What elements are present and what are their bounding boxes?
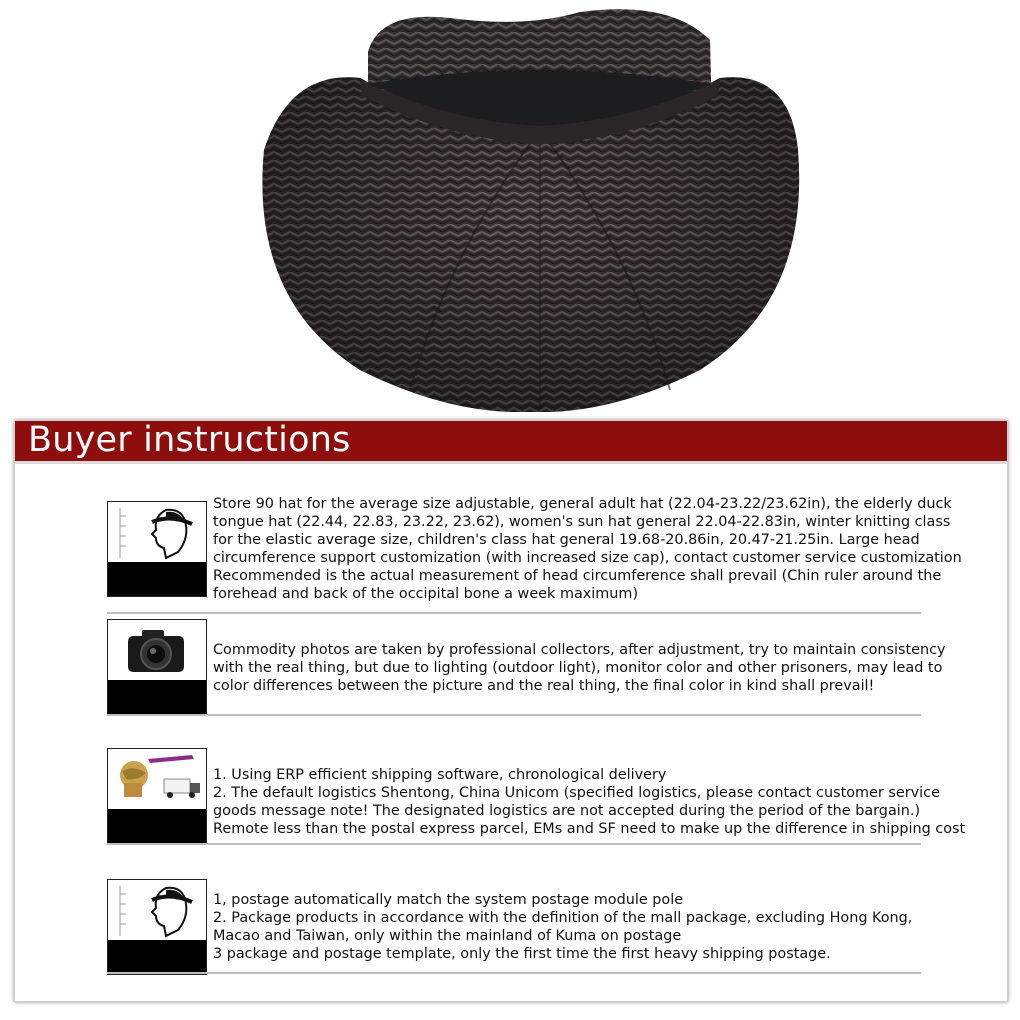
head-measurement-icon bbox=[107, 501, 207, 597]
title-banner bbox=[15, 421, 1007, 461]
photos-text: Commodity photos are taken by professional collectors, after adjustment, try to maintain consistency with the real thing, but due to lighting (outdoor light), monitor color and other prisoners, may lead to color differences between the picture and the real thing, the final color in kind shall prevail! bbox=[213, 642, 946, 694]
divider bbox=[107, 843, 921, 845]
product-photo bbox=[250, 0, 800, 412]
divider bbox=[15, 461, 1007, 464]
panel-title: Buyer instructions bbox=[28, 420, 351, 460]
divider bbox=[107, 714, 921, 716]
postage-text: 1, postage automatically match the system postage module pole 2. Package products in accordance with the definition of the mall package, excluding Hong Kong, Macao and Taiwan, only within the mainland of Kuma on postage 3 package and postage template, only the first time the first heavy shipping postage. bbox=[213, 892, 913, 962]
divider bbox=[107, 972, 921, 974]
divider bbox=[107, 612, 921, 614]
camera-icon bbox=[107, 619, 207, 715]
sizing-text: Store 90 hat for the average size adjustable, general adult hat (22.04-23.22/23.62in), the elderly duck tongue hat (22.44, 22.83, 23.22, 23.62), women's sun hat general 22.04-22.83in, winter knitting class for the elastic average size, children's class hat general 19.68-20.86in, 20.47-21.25in. Large head circumference support customization (with increased size cap), contact customer service customization Recommended is the actual measurement of head circumference shall prevail (Chin ruler around the forehead and back of the occipital bone a week maximum) bbox=[213, 496, 962, 602]
shipping-icon bbox=[107, 748, 207, 844]
head-measurement-icon bbox=[107, 879, 207, 975]
newsboy-cap-image bbox=[250, 0, 800, 412]
logistics-text: 1. Using ERP efficient shipping software, chronological delivery 2. The default logistics Shentong, China Unicom (specified logistics, please contact customer service goods message note! The designated logistics are not accepted during the period of the bargain.) Remote less than the postal express parcel, EMs and SF need to make up the difference in shipping cost bbox=[213, 767, 966, 837]
buyer-instructions-panel bbox=[14, 420, 1008, 1002]
